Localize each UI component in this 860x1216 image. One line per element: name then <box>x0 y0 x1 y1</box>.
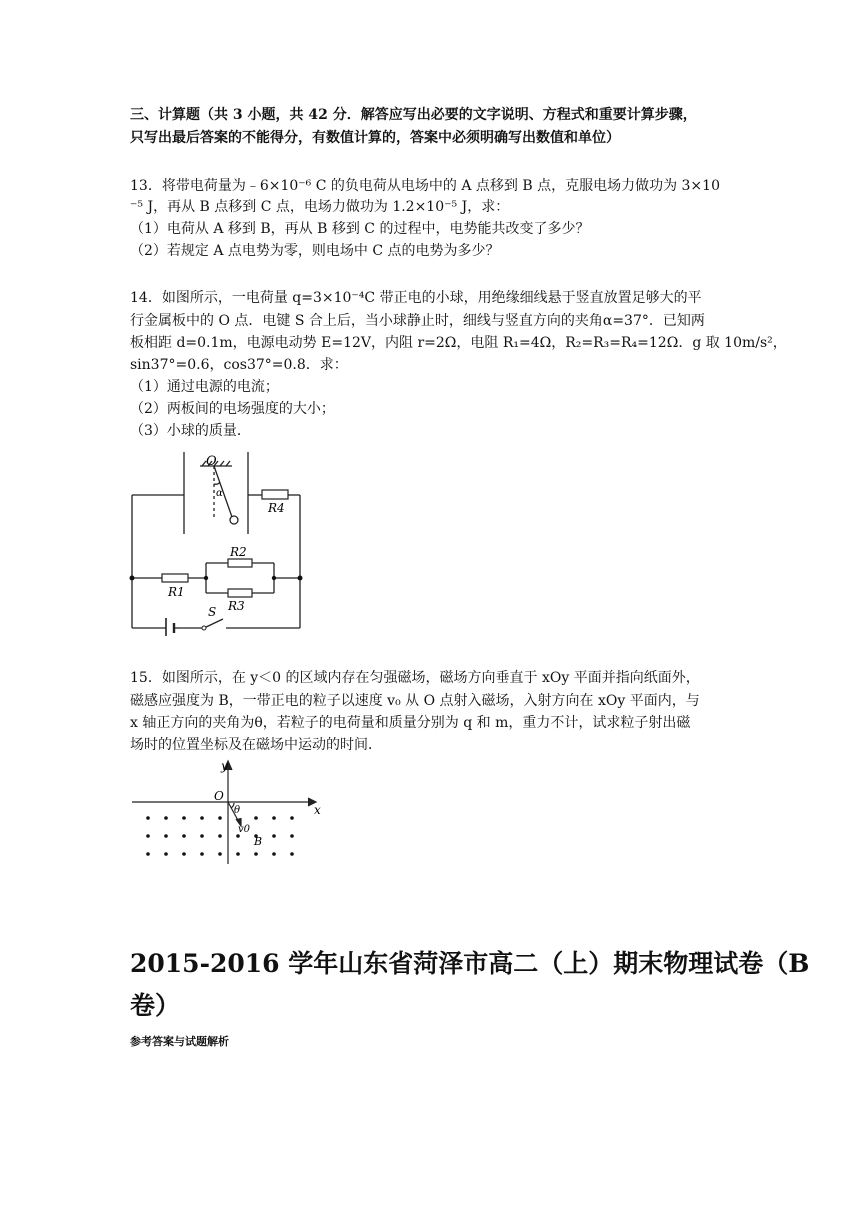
label-alpha: α <box>216 488 223 499</box>
label-O: O <box>206 454 217 469</box>
answer-subtitle: 参考答案与试题解析 <box>130 1035 229 1048</box>
resistor-r3 <box>228 589 252 597</box>
field-dot <box>146 816 150 820</box>
field-dot <box>218 852 222 856</box>
label-R4: R4 <box>268 501 285 515</box>
q14-line2: 行金属板中的 O 点．电键 S 合上后，当小球静止时，细线与竖直方向的夹角α=37°．已知两 <box>130 313 705 329</box>
field-dot <box>272 834 276 838</box>
label-R2: R2 <box>230 545 247 559</box>
label-S: S <box>208 605 217 619</box>
q15-line2: 磁感应强度为 B，一带正电的粒子以速度 v₀ 从 O 点射入磁场，入射方向在 xOy 平面内，与 <box>130 693 700 709</box>
q14-line3: 板相距 d=0.1m，电源电动势 E=12V，内阻 r=2Ω，电阻 R₁=4Ω，R₂=R₃=R₄=12Ω．g 取 10m/s²， <box>130 335 787 351</box>
label-x: x <box>314 803 321 817</box>
resistor-r4 <box>262 490 288 499</box>
field-dot <box>290 852 294 856</box>
answer-title-line2: 卷） <box>130 991 181 1020</box>
field-dot <box>200 852 204 856</box>
label-B: B <box>254 835 263 848</box>
field-dot <box>290 834 294 838</box>
q13-line1: 13．将带电荷量为﹣6×10⁻⁶ C 的负电荷从电场中的 A 点移到 B 点，克服电场力做功为 3×10 <box>130 178 720 194</box>
label-v0: v0 <box>238 824 251 835</box>
q13-line2: ⁻⁵ J，再从 B 点移到 C 点，电场力做功为 1.2×10⁻⁵ J，求： <box>130 199 510 215</box>
field-dot <box>272 816 276 820</box>
field-dot <box>218 834 222 838</box>
field-dot <box>218 816 222 820</box>
label-y: y <box>221 759 228 773</box>
answer-title-line1: 2015-2016 学年山东省菏泽市高二（上）期末物理试卷（B <box>130 949 810 978</box>
q14-line1: 14．如图所示，一电荷量 q=3×10⁻⁴C 带正电的小球，用绝缘细线悬于竖直放置足够大的平 <box>130 290 702 306</box>
field-dot <box>146 834 150 838</box>
field-dot <box>254 816 258 820</box>
resistor-r2 <box>228 559 252 567</box>
field-dot <box>164 834 168 838</box>
field-dot <box>146 852 150 856</box>
field-dot <box>200 834 204 838</box>
magnetic-field-diagram <box>128 756 323 868</box>
field-dot <box>290 816 294 820</box>
q13-line3: （1）电荷从 A 移到 B，再从 B 移到 C 的过程中，电势能共改变了多少？ <box>130 221 590 237</box>
q15-line1: 15．如图所示，在 y＜0 的区域内存在匀强磁场，磁场方向垂直于 xOy 平面并指向纸面外， <box>130 670 700 686</box>
q15-line4: 场时的位置坐标及在磁场中运动的时间． <box>130 737 382 753</box>
q14-line5: （1）通过电源的电流； <box>130 379 279 395</box>
field-dot <box>164 816 168 820</box>
field-dot <box>254 852 258 856</box>
field-dot <box>182 852 186 856</box>
q14-line6: （2）两板间的电场强度的大小； <box>130 401 335 417</box>
label-R1: R1 <box>168 585 185 599</box>
q13-line4: （2）若规定 A 点电势为零，则电场中 C 点的电势为多少？ <box>130 243 500 259</box>
field-dot <box>182 834 186 838</box>
section-title-line1: 三、计算题（共 3 小题，共 42 分．解答应写出必要的文字说明、方程式和重要计算步骤， <box>130 107 697 123</box>
section-title-line2: 只写出最后答案的不能得分，有数值计算的，答案中必须明确写出数值和单位） <box>130 130 620 146</box>
q14-line4: sin37°=0.6，cos37°=0.8．求： <box>130 357 348 373</box>
label-theta: θ <box>234 805 241 816</box>
resistor-r1 <box>162 574 188 582</box>
q15-line3: x 轴正方向的夹角为θ，若粒子的电荷量和质量分别为 q 和 m，重力不计，试求粒子射出磁 <box>130 715 691 731</box>
field-dot <box>182 816 186 820</box>
label-O: O <box>214 789 224 803</box>
field-dot <box>200 816 204 820</box>
q14-line7: （3）小球的质量． <box>130 423 251 439</box>
charged-ball <box>230 516 238 524</box>
circuit-diagram <box>128 446 308 636</box>
field-dot <box>236 852 240 856</box>
field-dot <box>272 852 276 856</box>
field-dot <box>164 852 168 856</box>
label-R3: R3 <box>228 599 245 613</box>
